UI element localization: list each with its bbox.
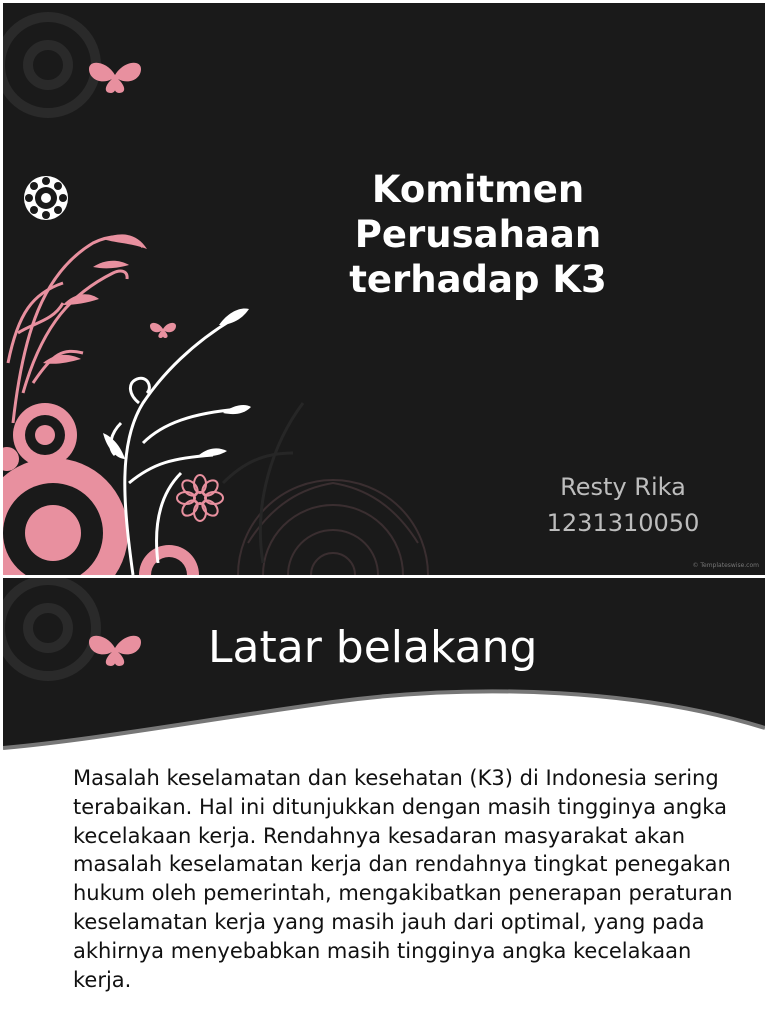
slide-heading: Latar belakang	[208, 622, 538, 673]
body-paragraph: Masalah keselamatan dan kesehatan (K3) di Indonesia sering terabaikan. Hal ini ditunjukkan dengan masih tingginya angka kecelakaan kerja. Rendahnya kesadaran masyarakat akan masalah keselamatan kerja dan rendahnya tingkat penegakan hukum oleh pemerintah, mengakibatkan penerapan peraturan keselamatan kerja yang masih jauh dari optimal, yang pada akhirnya menyebabkan masih tingginya angka kecelakaan kerja.	[73, 766, 733, 992]
white-leaves	[103, 309, 251, 459]
pink-flower-icon	[177, 475, 223, 521]
title-slide	[3, 3, 765, 575]
butterfly-icon	[89, 63, 141, 93]
author-name: Resty Rika	[560, 473, 686, 501]
mandala-ornament	[238, 480, 428, 575]
butterfly-small-icon	[150, 323, 176, 338]
author-id: 1231310050	[546, 509, 700, 537]
slide-title: Komitmen Perusahaan terhadap K3	[349, 168, 607, 301]
dark-swirls	[223, 403, 303, 563]
author-block	[523, 469, 723, 541]
pink-leaves	[43, 234, 147, 363]
white-swirls	[111, 319, 239, 575]
content-slide	[3, 578, 765, 1024]
white-flower-icon	[24, 176, 68, 220]
ornament-circles-top	[3, 17, 96, 113]
template-credit: © Templateswise.com	[692, 562, 759, 569]
